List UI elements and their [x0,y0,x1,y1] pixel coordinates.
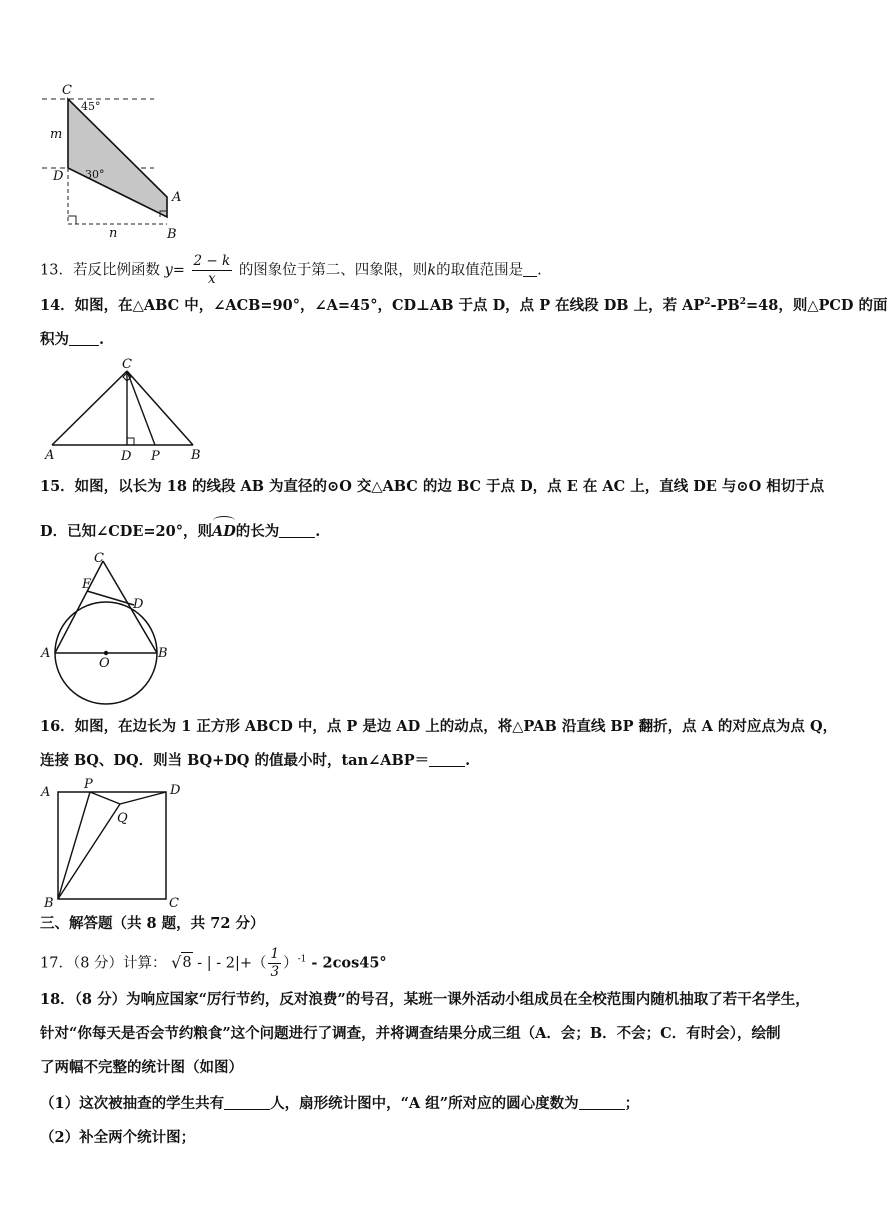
q14-line1-a: 14．如图，在△ABC 中，∠ACB=90°，∠A=45°，CD⊥AB 于点 D，点 P 在线段 DB 上，若 AP [40,297,705,314]
section-3-title: 三、解答题（共 8 题，共 72 分） [40,915,265,932]
q15-answer-blank[interactable] [279,523,315,538]
question-18-line-3 [40,1058,243,1078]
q14-line2: 积为 [40,331,69,348]
q18-line1: 18．（8 分）为响应国家“厉行节约，反对浪费”的号召，某班一课外活动小组成员在全校范围内随机抽取了若干名学生， [40,991,810,1008]
q13-numerator: 2 − k [193,253,231,269]
label-E: E [82,577,92,592]
question-15-line-1 [40,477,824,497]
q13-end: . [537,262,542,279]
q17-part1: - | - 2|+（ [192,955,267,972]
q16-line1: 16．如图，在边长为 1 正方形 ABCD 中，点 P 是边 AD 上的动点，将△PAB 沿直线 BP 翻折，点 A 的对应点为点 Q， [40,718,838,735]
label-m: m [50,127,63,142]
label-n: n [109,226,118,241]
question-16-line-2 [40,751,470,771]
question-14-line-1 [40,296,888,316]
label-A: A [41,646,51,661]
label-A: A [172,190,182,205]
label-D: D [121,449,132,464]
question-17 [40,946,387,981]
q13-suffix: 的取值范围是 [436,262,524,279]
q13-eq: = [172,262,185,279]
q14-line1-b: -PB [710,297,740,314]
q18-sub2: （2）补全两个统计图； [40,1129,196,1146]
label-P: P [84,777,93,792]
q16-answer-blank[interactable] [429,752,465,767]
q14-answer-blank[interactable] [69,331,99,346]
q18-line3: 了两幅不完整的统计图（如图） [40,1059,243,1076]
q18-blank-count[interactable] [224,1095,270,1110]
label-P: P [151,449,160,464]
angle-45: 45° [81,100,101,113]
q18-blank-degrees[interactable] [579,1095,625,1110]
question-14-line-2 [40,330,104,350]
q17-exponent: -1 [297,954,307,965]
q18-sub1-b: 人，扇形统计图中，“A 组”所对应的圆心度数为 [270,1095,579,1112]
q15-line1: 15．如图，以长为 18 的线段 AB 为直径的⊙O 交△ABC 的边 BC 于点 D，点 E 在 AC 上，直线 DE 与⊙O 相切于点 [40,478,825,495]
figure-q12 [36,80,196,240]
label-D: D [53,169,64,184]
label-D: D [170,783,181,798]
q17-sqrt: √ 8 [171,952,192,972]
label-C: C [122,357,132,372]
q14-end: . [99,331,105,348]
q13-denominator: x [208,271,216,287]
q17-numerator: 1 [270,946,280,962]
q15-line2-a: D．已知∠CDE=20°，则 [40,523,212,540]
label-O: O [99,656,110,671]
label-D: D [133,597,144,612]
label-A: A [41,785,51,800]
q15-line2-b: 的长为 [235,523,280,540]
q13-prefix: 13．若反比例函数 [40,262,160,279]
label-A: A [45,448,55,463]
q15-arc-AD: AD [212,518,236,542]
label-C: C [62,83,72,98]
q16-line2: 连接 BQ、DQ．则当 BQ+DQ 的值最小时，tan∠ABP＝ [40,752,430,769]
q13-k: k [427,262,437,279]
question-16-line-1 [40,717,837,737]
q18-line2: 针对“你每天是否会节约粮食”这个问题进行了调查，并将调查结果分成三组（A．会；B．不会；C．有时会），绘制 [40,1025,781,1042]
figure-q16 [36,776,196,910]
q13-answer-blank[interactable] [523,262,537,277]
q17-denominator: 3 [270,964,280,980]
label-Q: Q [117,811,128,826]
question-18-line-1 [40,990,810,1010]
label-B: B [158,646,168,661]
q15-end: . [315,523,321,540]
q18-sub1-a: （1）这次被抽查的学生共有 [40,1095,225,1112]
question-18-line-2 [40,1024,780,1044]
label-B: B [167,227,177,242]
question-18-sub-1 [40,1094,639,1114]
q13-fraction [192,253,233,288]
q17-part2: ） [283,955,298,972]
q16-end: . [465,752,471,769]
q18-sub1-c: ； [624,1095,640,1112]
question-13 [40,253,542,288]
q17-prefix: 17．（8 分）计算： [40,955,167,972]
q17-fraction [268,946,281,981]
label-C: C [169,896,179,911]
q14-line1-c: =48，则△PCD 的面 [746,297,888,314]
figure-q15 [36,548,176,710]
figure-q14 [40,356,210,464]
q17-radicand: 8 [181,952,192,973]
question-18-sub-2 [40,1128,195,1148]
q17-part3: - 2cos45° [306,954,387,972]
q14-sup-1: 2 [704,297,711,307]
label-B: B [44,896,54,911]
q13-mid: 的图象位于第二、四象限，则 [238,262,428,279]
label-C: C [94,551,104,566]
question-15-line-2 [40,518,320,542]
q14-sup-2: 2 [739,297,746,307]
q13-y: y [164,262,173,279]
label-B: B [191,448,201,463]
angle-30: 30° [85,168,105,181]
